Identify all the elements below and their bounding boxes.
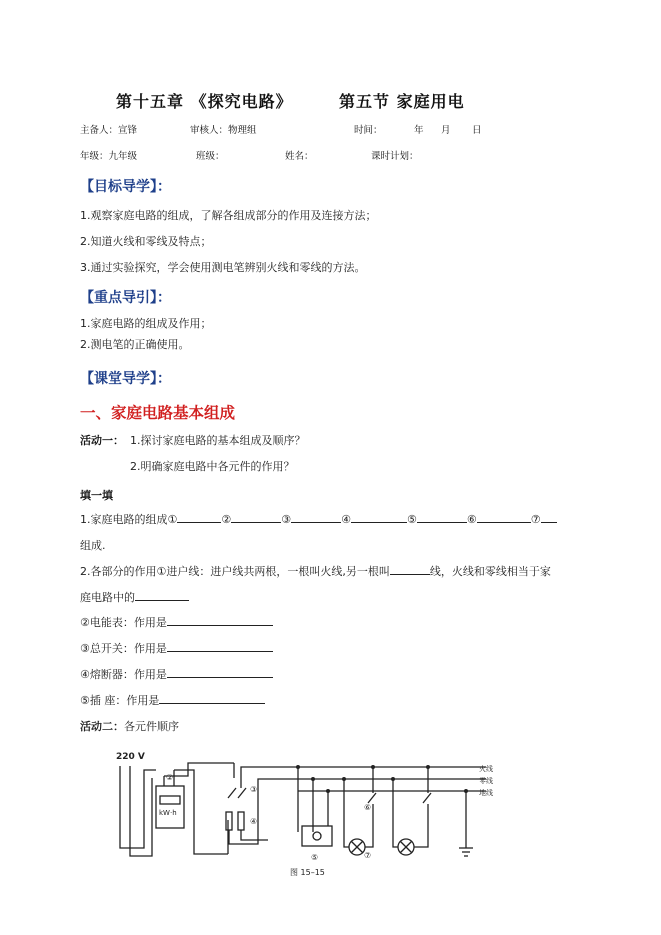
marker-2: ② <box>221 513 232 526</box>
marker-fuse: ④ <box>250 817 258 826</box>
marker-5: ⑤ <box>406 513 417 526</box>
part1-heading: 一、家庭电路基本组成 <box>80 404 236 422</box>
fill2-text-b: 线，火线和零线相当于家 <box>429 565 551 578</box>
item-meter-label: ②电能表：作用是 <box>80 616 167 629</box>
item-fuse <box>80 666 273 682</box>
blank-2[interactable] <box>231 511 281 523</box>
marker-3: ③ <box>281 513 292 526</box>
key-2: 2.测电笔的正确使用。 <box>80 338 190 351</box>
marker-6: ⑥ <box>466 513 477 526</box>
blank-4[interactable] <box>351 511 407 523</box>
activity2-text: 各元件顺序 <box>124 720 179 733</box>
ground-wire-label: 地线 <box>479 789 493 797</box>
blank-neutral[interactable] <box>390 563 430 575</box>
goal-3: 3.通过实验探究，学会使用测电笔辨别火线和零线的方法。 <box>80 261 366 274</box>
marker-lamp: ⑦ <box>364 851 372 860</box>
fill2-text-a: 2.各部分的作用①进户线：进户线共两根，一根叫火线,另一根叫 <box>80 565 390 578</box>
fill2-text-c: 庭电路中的 <box>80 591 135 604</box>
item-fuse-label: ④熔断器：作用是 <box>80 668 167 681</box>
blank-6[interactable] <box>477 511 531 523</box>
activity1-label: 活动一： <box>80 434 124 447</box>
blank-7[interactable] <box>541 511 557 523</box>
fill-heading: 填一填 <box>80 489 113 502</box>
activity1-q2: 2.明确家庭电路中各元件的作用？ <box>130 460 295 473</box>
voltage-label: 220 V <box>116 752 145 762</box>
blank-1[interactable] <box>177 511 221 523</box>
activity1-q1: 1.探讨家庭电路的基本组成及顺序？ <box>130 434 306 447</box>
key-1: 1.家庭电路的组成及作用； <box>80 317 212 330</box>
blank-source[interactable] <box>135 589 189 601</box>
item-socket-label: ⑤插 座：作用是 <box>80 694 160 707</box>
blank-switch[interactable] <box>167 640 273 652</box>
fill1-line <box>80 511 557 527</box>
marker-switch: ③ <box>250 785 258 794</box>
neutral-wire-label: 零线 <box>479 777 493 785</box>
blank-socket[interactable] <box>159 692 265 704</box>
item-switch-label: ③总开关：作用是 <box>80 642 167 655</box>
marker-7: ⑦ <box>530 513 541 526</box>
meter-unit-label: kW·h <box>159 809 177 817</box>
marker-lamp-switch: ⑥ <box>364 803 372 812</box>
marker-meter: ② <box>166 773 174 782</box>
month-label: 月 <box>441 125 451 136</box>
fill2-line <box>80 563 551 579</box>
fill1-end: 组成. <box>80 539 106 552</box>
author-label: 主备人：宣锋 <box>80 125 138 136</box>
goals-heading: 【目标导学】： <box>80 179 171 195</box>
blank-3[interactable] <box>291 511 341 523</box>
key-heading: 【重点导引】： <box>80 290 171 306</box>
goal-1: 1.观察家庭电路的组成，了解各组成部分的作用及连接方法； <box>80 209 377 222</box>
class-label: 班级： <box>196 151 225 162</box>
item-switch <box>80 640 273 656</box>
year-label: 年 <box>414 125 424 136</box>
grade-label: 年级：九年级 <box>80 151 138 162</box>
figure-caption: 图 15–15 <box>290 868 325 877</box>
item-socket <box>80 692 265 708</box>
blank-5[interactable] <box>417 511 467 523</box>
activity2-label: 活动二： <box>80 720 124 733</box>
activity2-line <box>80 718 179 734</box>
marker-socket: ⑤ <box>311 853 319 862</box>
day-label: 日 <box>472 125 482 136</box>
class-heading: 【课堂导学】： <box>80 371 171 387</box>
date-label: 时间： <box>354 125 383 136</box>
name-label: 姓名： <box>285 151 314 162</box>
marker-4: ④ <box>341 513 351 526</box>
fill1-prefix: 1.家庭电路的组成① <box>80 513 178 526</box>
goal-2: 2.知道火线和零线及特点； <box>80 235 212 248</box>
fill2-line2 <box>80 589 189 605</box>
reviewer-label: 审核人：物理组 <box>190 125 257 136</box>
plan-label: 课时计划： <box>371 151 419 162</box>
chapter-title: 第十五章 《探究电路》 <box>116 92 293 111</box>
blank-meter[interactable] <box>167 614 273 626</box>
household-circuit-diagram <box>108 748 508 882</box>
live-wire-label: 火线 <box>479 765 493 773</box>
blank-fuse[interactable] <box>167 666 273 678</box>
item-meter <box>80 614 273 630</box>
section-title: 第五节 家庭用电 <box>339 92 465 111</box>
